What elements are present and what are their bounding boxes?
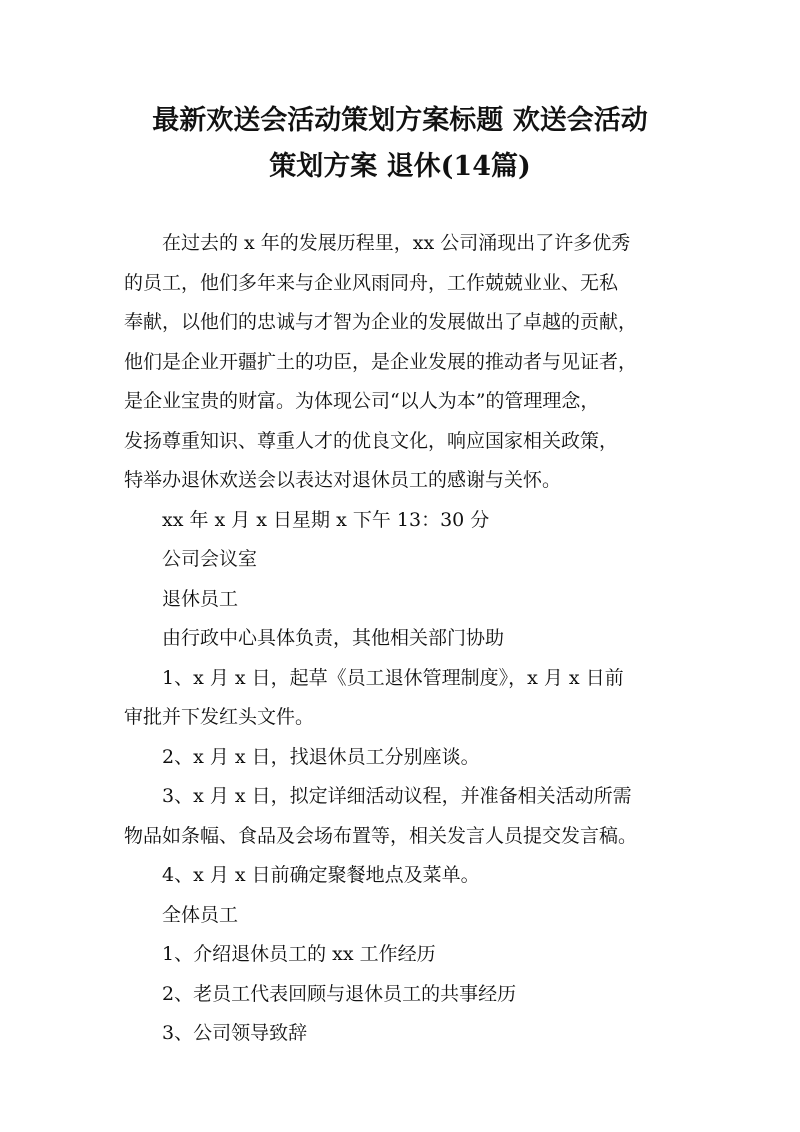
title-line-1: 最新欢送会活动策划方案标题 欢送会活动: [152, 105, 648, 136]
intro-line: 他们是企业开疆扩土的功臣，是企业发展的推动者与见证者，: [124, 350, 638, 373]
event-attendees: 全体员工: [162, 903, 239, 926]
prep-item-1-line-2: 审批并下发红头文件。: [124, 706, 315, 728]
title-line-2: 策划方案 退休(14篇): [269, 151, 531, 182]
agenda-item-3: 3、公司领导致辞: [162, 1022, 308, 1044]
prep-item-3-line-1: 3、x 月 x 日，拟定详细活动议程，并准备相关活动所需: [162, 785, 632, 807]
intro-line: 的员工，他们多年来与企业风雨同舟，工作兢兢业业、无私: [124, 271, 619, 294]
intro-line: 特举办退休欢送会以表达对退休员工的感谢与关怀。: [124, 469, 562, 491]
prep-item-3-line-2: 物品如条幅、食品及会场布置等，相关发言人员提交发言稿。: [124, 824, 638, 847]
agenda-item-2: 2、老员工代表回顾与退休员工的共事经历: [162, 982, 517, 1005]
intro-line: 是企业宝贵的财富。为体现公司“以人为本”的管理理念，: [124, 390, 600, 412]
event-time: xx 年 x 月 x 日星期 x 下午 13：30 分: [162, 508, 490, 531]
agenda-item-1: 1、介绍退休员工的 xx 工作经历: [162, 943, 436, 965]
prep-item-4: 4、x 月 x 日前确定聚餐地点及菜单。: [162, 864, 480, 886]
intro-line: 在过去的 x 年的发展历程里，xx 公司涌现出了许多优秀: [162, 232, 631, 254]
document-title: [110, 98, 690, 190]
prep-item-3: [124, 777, 690, 856]
event-place: 公司会议室: [162, 548, 258, 570]
document-body: [124, 224, 690, 1054]
prep-item-1: [124, 659, 690, 738]
intro-line: 发扬尊重知识、尊重人才的优良文化，响应国家相关政策，: [124, 429, 619, 452]
intro-paragraph: [124, 224, 690, 501]
prep-item-1-line-1: 1、x 月 x 日，起草《员工退休管理制度》，x 月 x 日前: [162, 666, 624, 689]
prep-item-2: 2、x 月 x 日，找退休员工分别座谈。: [162, 745, 480, 768]
event-organizer: 由行政中心具体负责，其他相关部门协助: [162, 627, 505, 649]
event-participants: 退休员工: [162, 587, 239, 610]
intro-line: 奉献，以他们的忠诚与才智为企业的发展做出了卓越的贡献，: [124, 311, 638, 333]
